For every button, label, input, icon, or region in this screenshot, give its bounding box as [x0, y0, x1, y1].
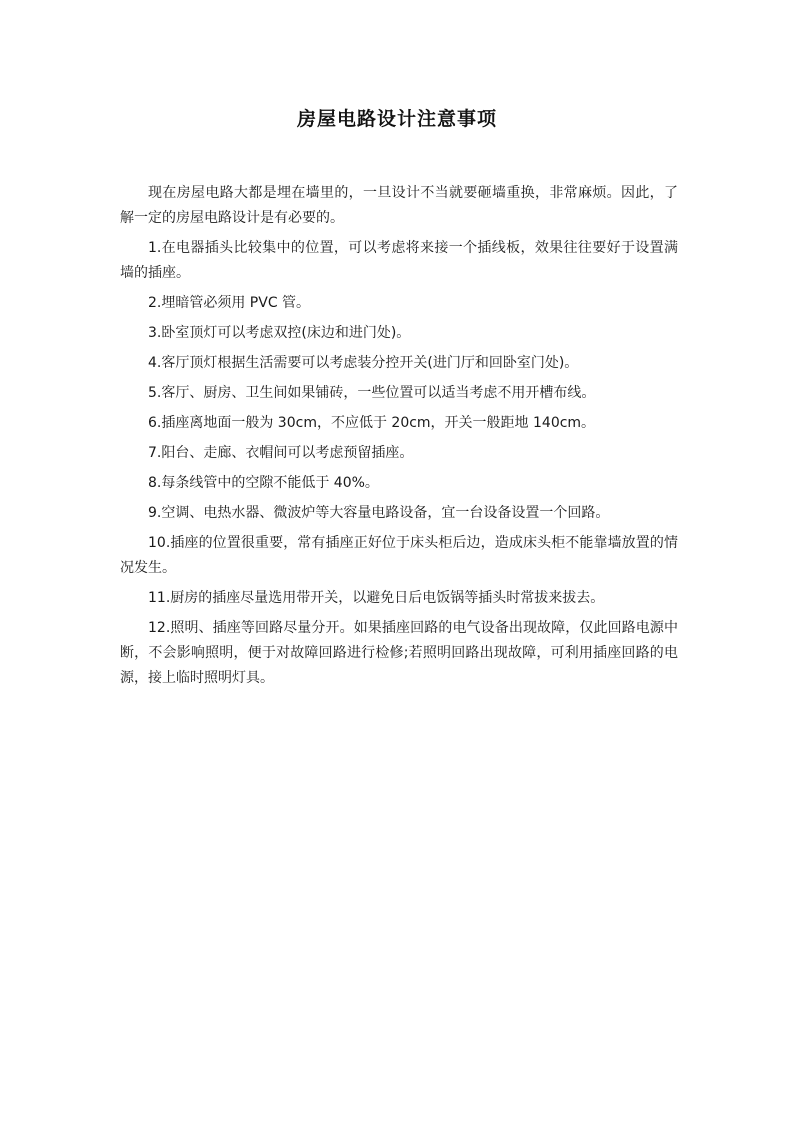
- paragraph-item-11: 11.厨房的插座尽量选用带开关，以避免日后电饭锅等插头时常拔来拔去。: [148, 590, 605, 606]
- paragraph-item-1: 1.在电器插头比较集中的位置，可以考虑将来接一个插线板，效果往往要好于设置满墙的插座。: [120, 240, 678, 281]
- document-body: [120, 181, 678, 696]
- paragraph-item-5: 5.客厅、厨房、卫生间如果铺砖，一些位置可以适当考虑不用开槽布线。: [148, 385, 596, 401]
- paragraph-item-9: 9.空调、电热水器、微波炉等大容量电路设备，宜一台设备设置一个回路。: [148, 505, 610, 521]
- document-title: 房屋电路设计注意事项: [296, 108, 497, 130]
- paragraph-item-2: 2.埋暗管必须用 PVC 管。: [148, 295, 311, 311]
- paragraph-item-4: 4.客厅顶灯根据生活需要可以考虑装分控开关(进门厅和回卧室门处)。: [148, 355, 579, 371]
- paragraph-intro: 现在房屋电路大都是埋在墙里的，一旦设计不当就要砸墙重换，非常麻烦。因此，了解一定的房屋电路设计是有必要的。: [120, 185, 678, 226]
- paragraph-item-3: 3.卧室顶灯可以考虑双控(床边和进门处)。: [148, 325, 411, 341]
- paragraph-item-8: 8.每条线管中的空隙不能低于 40%。: [148, 475, 379, 491]
- paragraph-item-12: 12.照明、插座等回路尽量分开。如果插座回路的电气设备出现故障，仅此回路电源中断，不会影响照明，便于对故障回路进行检修;若照明回路出现故障，可利用插座回路的电源，接上临时照明灯具。: [120, 620, 678, 686]
- paragraph-item-7: 7.阳台、走廊、衣帽间可以考虑预留插座。: [148, 445, 414, 461]
- paragraph-item-6: 6.插座离地面一般为 30cm，不应低于 20cm，开关一般距地 140cm。: [148, 415, 596, 431]
- paragraph-item-10: 10.插座的位置很重要，常有插座正好位于床头柜后边，造成床头柜不能靠墙放置的情况发生。: [120, 535, 678, 576]
